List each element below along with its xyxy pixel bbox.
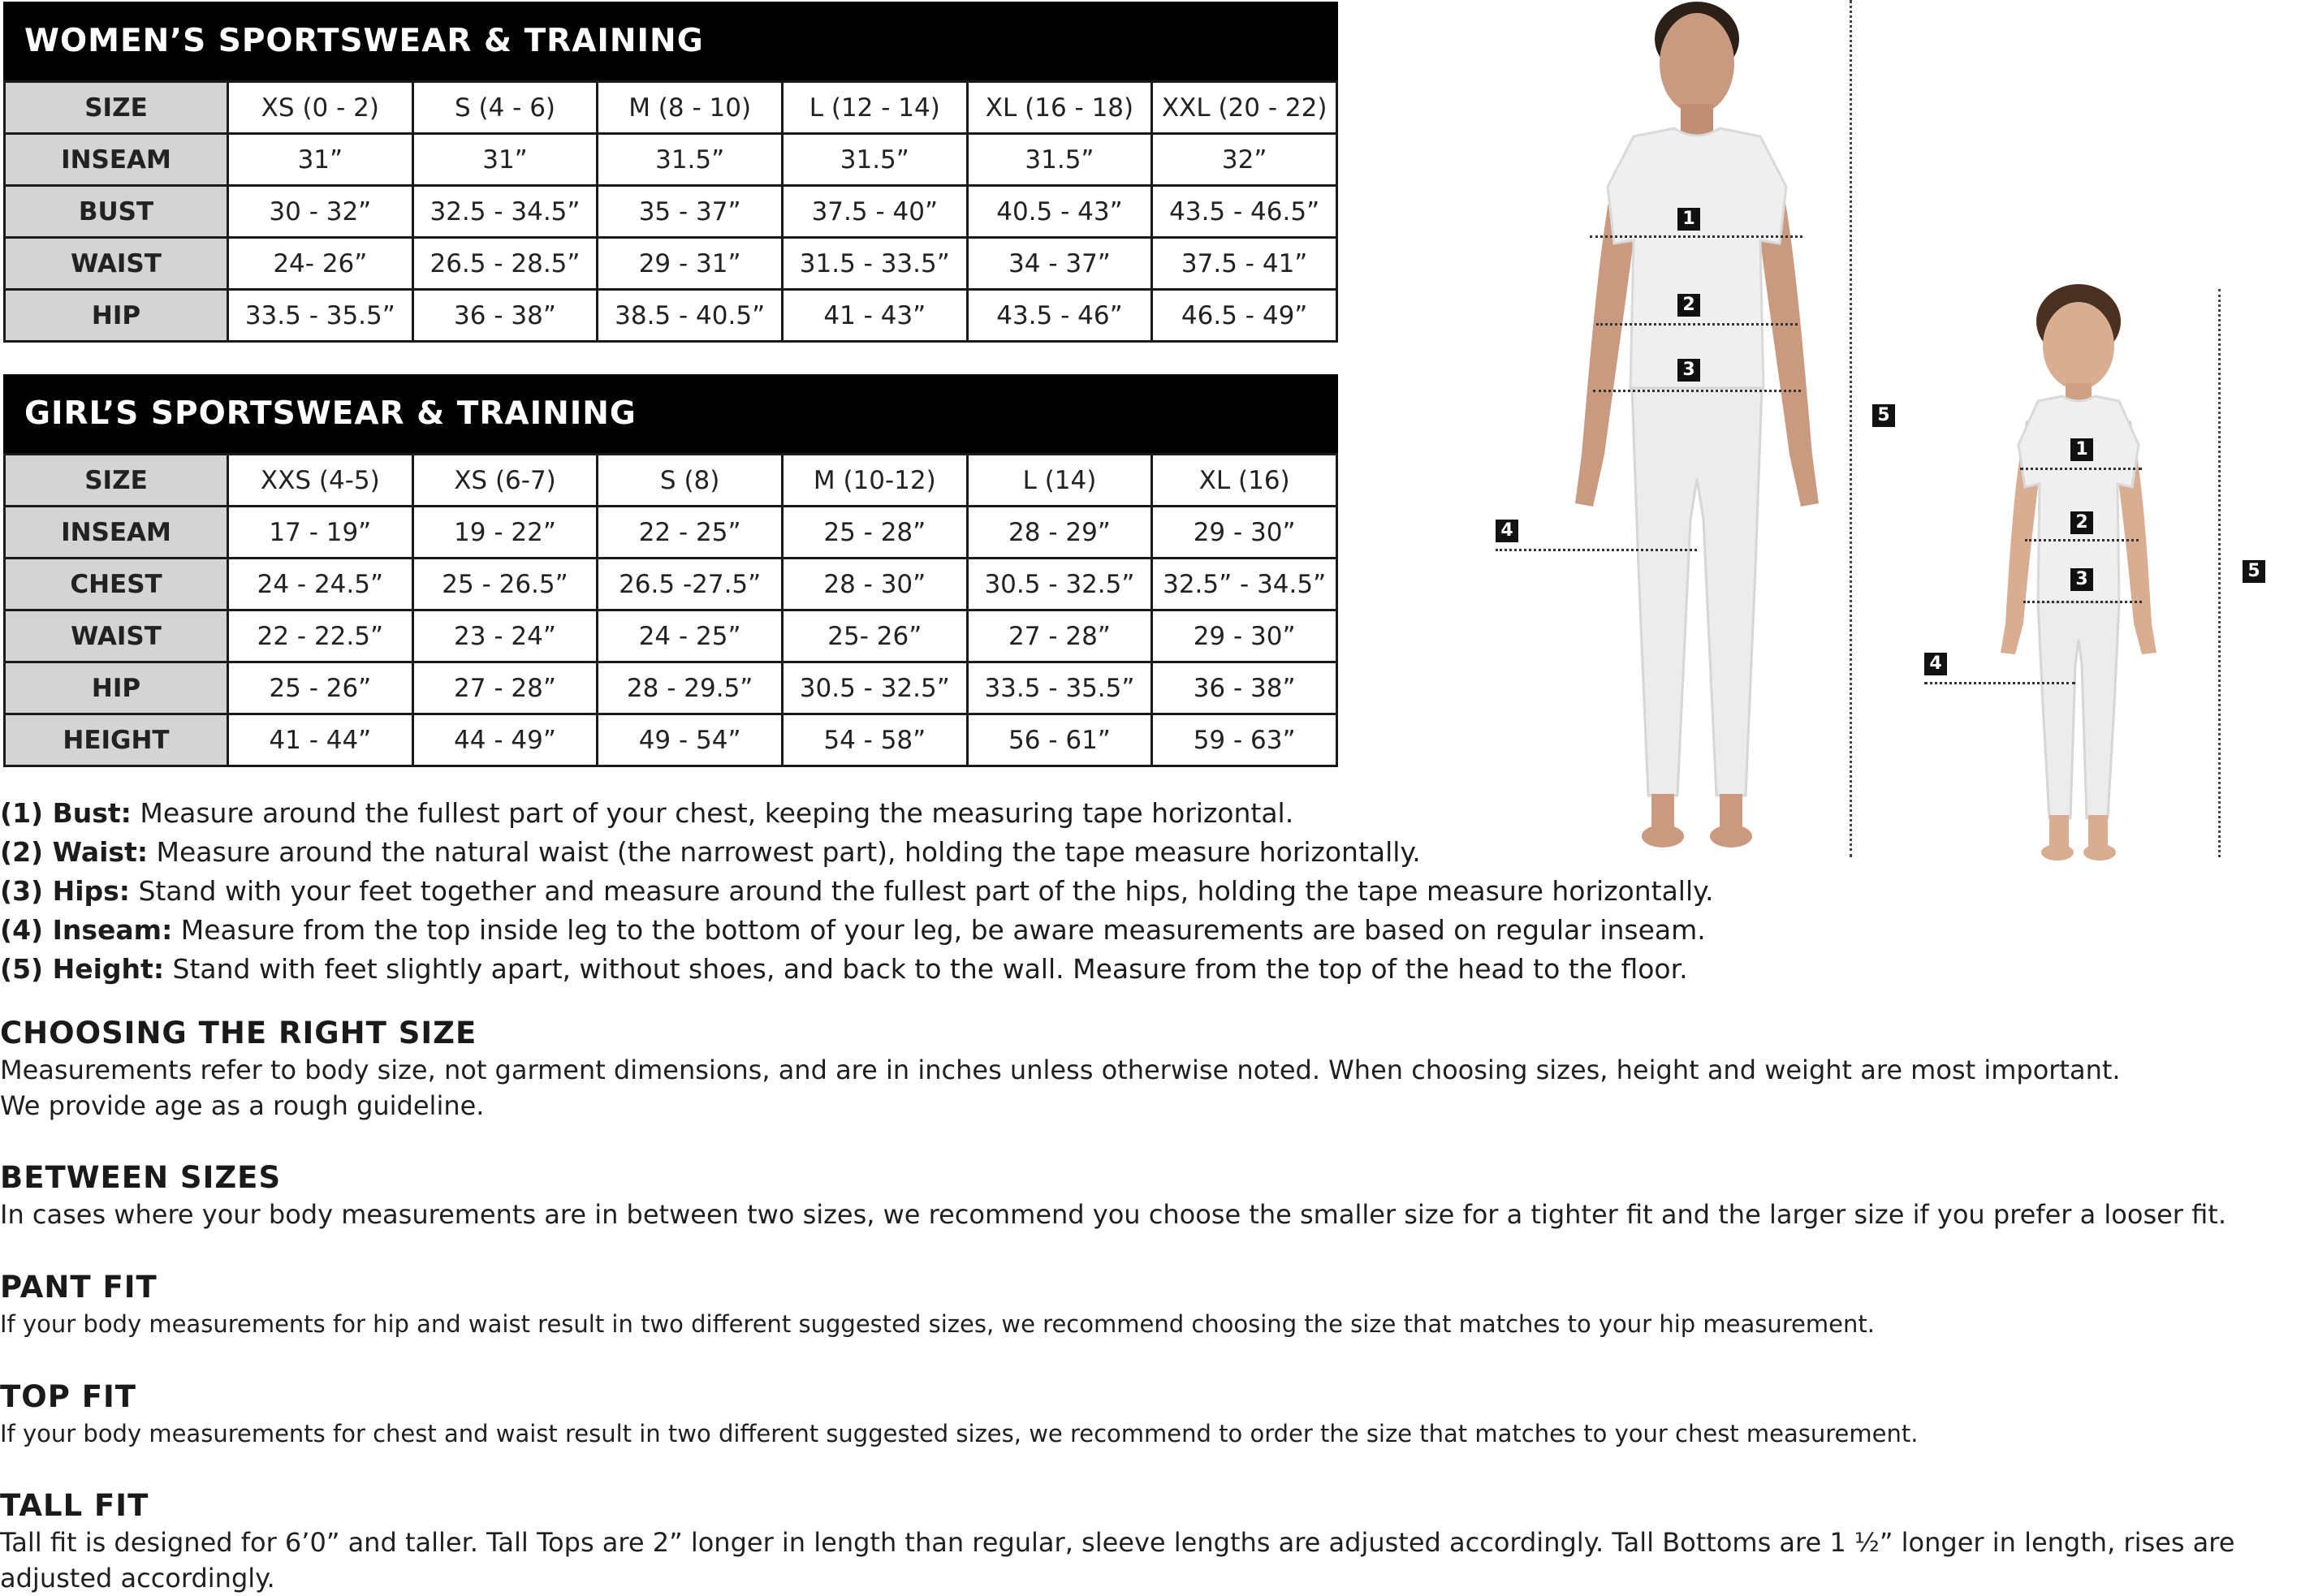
section-heading: CHOOSING THE RIGHT SIZE — [0, 1016, 477, 1050]
girl-badge-height: 5 — [2243, 560, 2265, 583]
instruction-term: (4) Inseam: — [0, 914, 173, 946]
row-label: HEIGHT — [5, 714, 228, 766]
table-row — [5, 714, 1337, 766]
instruction-inseam — [0, 914, 1706, 953]
table-cell: 26.5 - 28.5” — [412, 238, 598, 290]
table-cell: 41 - 43” — [782, 290, 967, 342]
section-text: Measurements refer to body size, not garment dimensions, and are in inches unless otherwise noted. When choosing sizes, height and weight are most important. — [0, 1055, 2121, 1085]
table-cell: 27 - 28” — [967, 610, 1152, 662]
section-heading: TOP FIT — [0, 1379, 136, 1414]
table-cell: 37.5 - 40” — [782, 186, 967, 238]
instruction-term: (2) Waist: — [0, 836, 149, 868]
table-cell: 33.5 - 35.5” — [228, 290, 413, 342]
table-cell: 27 - 28” — [412, 662, 598, 714]
table-cell: M (8 - 10) — [598, 82, 783, 134]
table-cell: 36 - 38” — [412, 290, 598, 342]
table-cell: 32.5” - 34.5” — [1152, 559, 1337, 610]
row-label: BUST — [5, 186, 228, 238]
woman-hip-line — [1593, 390, 1801, 392]
table-cell: 28 - 29” — [967, 507, 1152, 559]
girls-size-table — [3, 374, 1338, 767]
table-cell: 44 - 49” — [412, 714, 598, 766]
girl-waist-line — [2025, 539, 2139, 541]
instruction-text: Stand with your feet together and measure around the fullest part of the hips, holding the tape measure horizontally. — [130, 875, 1714, 907]
instruction-hips — [0, 875, 1714, 914]
table-row — [5, 662, 1337, 714]
section-text: If your body measurements for chest and waist result in two different suggested sizes, we recommend to order the size that matches to your chest measurement. — [0, 1420, 1919, 1447]
table-cell: 32.5 - 34.5” — [412, 186, 598, 238]
table-row — [5, 610, 1337, 662]
table-cell: L (14) — [967, 455, 1152, 507]
table-row — [5, 186, 1337, 238]
table-cell: 36 - 38” — [1152, 662, 1337, 714]
table-cell: 46.5 - 49” — [1152, 290, 1337, 342]
row-label: WAIST — [5, 610, 228, 662]
table-cell: 25 - 26” — [228, 662, 413, 714]
table-cell: 31.5” — [782, 134, 967, 186]
row-label: HIP — [5, 290, 228, 342]
section-text: If your body measurements for hip and waist result in two different suggested sizes, we recommend choosing the size that matches to your hip measurement. — [0, 1310, 1875, 1338]
women-table-title: WOMEN’S SPORTSWEAR & TRAINING — [3, 2, 1338, 80]
table-row — [5, 134, 1337, 186]
table-cell: L (12 - 14) — [782, 82, 967, 134]
instruction-text: Measure from the top inside leg to the bottom of your leg, be aware measurements are based on regular inseam. — [172, 914, 1706, 946]
table-cell: 25 - 28” — [782, 507, 967, 559]
girl-chest-line — [2020, 468, 2142, 470]
table-cell: 35 - 37” — [598, 186, 783, 238]
table-cell: XS (6-7) — [412, 455, 598, 507]
section-text: In cases where your body measurements are in between two sizes, we recommend you choose the smaller size for a tighter fit and the larger size if you prefer a looser fit. — [0, 1199, 2226, 1230]
instruction-text: Measure around the natural waist (the narrowest part), holding the tape measure horizontally. — [148, 836, 1421, 868]
woman-bust-line — [1590, 235, 1802, 238]
instruction-bust — [0, 797, 1664, 836]
table-cell: 56 - 61” — [967, 714, 1152, 766]
table-cell: 30.5 - 32.5” — [967, 559, 1152, 610]
woman-height-line — [1850, 0, 1852, 857]
table-cell: 23 - 24” — [412, 610, 598, 662]
table-row — [5, 290, 1337, 342]
table-cell: 28 - 29.5” — [598, 662, 783, 714]
measurement-instructions — [0, 797, 1714, 992]
instruction-text: Stand with feet slightly apart, without shoes, and back to the wall. Measure from the top of the head to the floor. — [164, 953, 1688, 985]
girl-badge-waist: 2 — [2070, 511, 2093, 534]
section-top-fit — [0, 1378, 2306, 1451]
instruction-waist — [0, 836, 1664, 875]
woman-body-illustration — [1543, 0, 1851, 869]
girls-table-title: GIRL’S SPORTSWEAR & TRAINING — [3, 374, 1338, 453]
woman-badge-hip: 3 — [1677, 359, 1700, 382]
girl-height-line — [2218, 289, 2221, 857]
table-cell: 54 - 58” — [782, 714, 967, 766]
table-cell: XXL (20 - 22) — [1152, 82, 1337, 134]
table-cell: 30 - 32” — [228, 186, 413, 238]
table-cell: 28 - 30” — [782, 559, 967, 610]
section-between-sizes — [0, 1159, 2306, 1232]
girl-badge-chest: 1 — [2070, 438, 2093, 461]
instruction-height — [0, 953, 1688, 992]
instruction-text: Measure around the fullest part of your chest, keeping the measuring tape horizontal. — [131, 797, 1294, 829]
woman-figure — [1543, 0, 1851, 869]
row-label: WAIST — [5, 238, 228, 290]
table-cell: 41 - 44” — [228, 714, 413, 766]
table-cell: 38.5 - 40.5” — [598, 290, 783, 342]
table-cell: 24- 26” — [228, 238, 413, 290]
table-cell: 31.5 - 33.5” — [782, 238, 967, 290]
table-cell: 31.5” — [598, 134, 783, 186]
table-cell: 34 - 37” — [967, 238, 1152, 290]
table-row — [5, 238, 1337, 290]
table-cell: 31” — [412, 134, 598, 186]
table-cell: 26.5 -27.5” — [598, 559, 783, 610]
table-cell: 24 - 25” — [598, 610, 783, 662]
table-cell: M (10-12) — [782, 455, 967, 507]
table-cell: XS (0 - 2) — [228, 82, 413, 134]
table-cell: 43.5 - 46” — [967, 290, 1152, 342]
row-label: SIZE — [5, 82, 228, 134]
instruction-term: (3) Hips: — [0, 875, 131, 907]
table-cell: 37.5 - 41” — [1152, 238, 1337, 290]
table-cell: S (4 - 6) — [412, 82, 598, 134]
table-cell: 29 - 30” — [1152, 610, 1337, 662]
girl-badge-hip: 3 — [2070, 568, 2093, 591]
table-cell: 25- 26” — [782, 610, 967, 662]
table-cell: XXS (4-5) — [228, 455, 413, 507]
table-cell: 31” — [228, 134, 413, 186]
section-pant-fit — [0, 1269, 2306, 1342]
woman-badge-height: 5 — [1872, 404, 1895, 427]
section-text: Tall fit is designed for 6’0” and taller. Tall Tops are 2” longer in length than regular, sleeve lengths are adjusted accordingly. Tall Bottoms are 1 ½” longer in length, rises are — [0, 1527, 2235, 1558]
table-row — [5, 82, 1337, 134]
row-label: HIP — [5, 662, 228, 714]
table-cell: 22 - 25” — [598, 507, 783, 559]
instruction-term: (5) Height: — [0, 953, 165, 985]
table-cell: 19 - 22” — [412, 507, 598, 559]
table-cell: 49 - 54” — [598, 714, 783, 766]
table-cell: 33.5 - 35.5” — [967, 662, 1152, 714]
table-cell: 30.5 - 32.5” — [782, 662, 967, 714]
women-size-table — [3, 2, 1338, 343]
girl-inseam-line — [1924, 682, 2075, 684]
woman-badge-inseam: 4 — [1496, 520, 1518, 542]
table-row — [5, 507, 1337, 559]
woman-badge-waist: 2 — [1677, 294, 1700, 317]
table-cell: 29 - 31” — [598, 238, 783, 290]
women-table-body — [5, 82, 1337, 342]
section-choosing-size — [0, 1015, 2306, 1124]
row-label: CHEST — [5, 559, 228, 610]
section-heading: BETWEEN SIZES — [0, 1160, 282, 1195]
table-cell: 22 - 22.5” — [228, 610, 413, 662]
table-cell: 29 - 30” — [1152, 507, 1337, 559]
table-cell: 24 - 24.5” — [228, 559, 413, 610]
woman-inseam-line — [1496, 549, 1697, 551]
table-cell: 43.5 - 46.5” — [1152, 186, 1337, 238]
woman-badge-bust: 1 — [1677, 208, 1700, 231]
section-heading: PANT FIT — [0, 1270, 158, 1305]
section-text: We provide age as a rough guideline. — [0, 1090, 485, 1121]
section-text: adjusted accordingly. — [0, 1563, 275, 1594]
table-cell: 40.5 - 43” — [967, 186, 1152, 238]
row-label: INSEAM — [5, 507, 228, 559]
girl-badge-inseam: 4 — [1924, 653, 1947, 675]
section-tall-fit — [0, 1487, 2306, 1596]
woman-waist-line — [1596, 323, 1798, 326]
girls-table-body — [5, 455, 1337, 766]
table-cell: 59 - 63” — [1152, 714, 1337, 766]
table-cell: 25 - 26.5” — [412, 559, 598, 610]
table-cell: 32” — [1152, 134, 1337, 186]
row-label: SIZE — [5, 455, 228, 507]
table-cell: S (8) — [598, 455, 783, 507]
girl-hip-line — [2023, 601, 2142, 603]
table-cell: 17 - 19” — [228, 507, 413, 559]
table-cell: 31.5” — [967, 134, 1152, 186]
table-row — [5, 455, 1337, 507]
table-row — [5, 559, 1337, 610]
row-label: INSEAM — [5, 134, 228, 186]
instruction-term: (1) Bust: — [0, 797, 132, 829]
table-cell: XL (16) — [1152, 455, 1337, 507]
table-cell: XL (16 - 18) — [967, 82, 1152, 134]
section-heading: TALL FIT — [0, 1488, 149, 1523]
